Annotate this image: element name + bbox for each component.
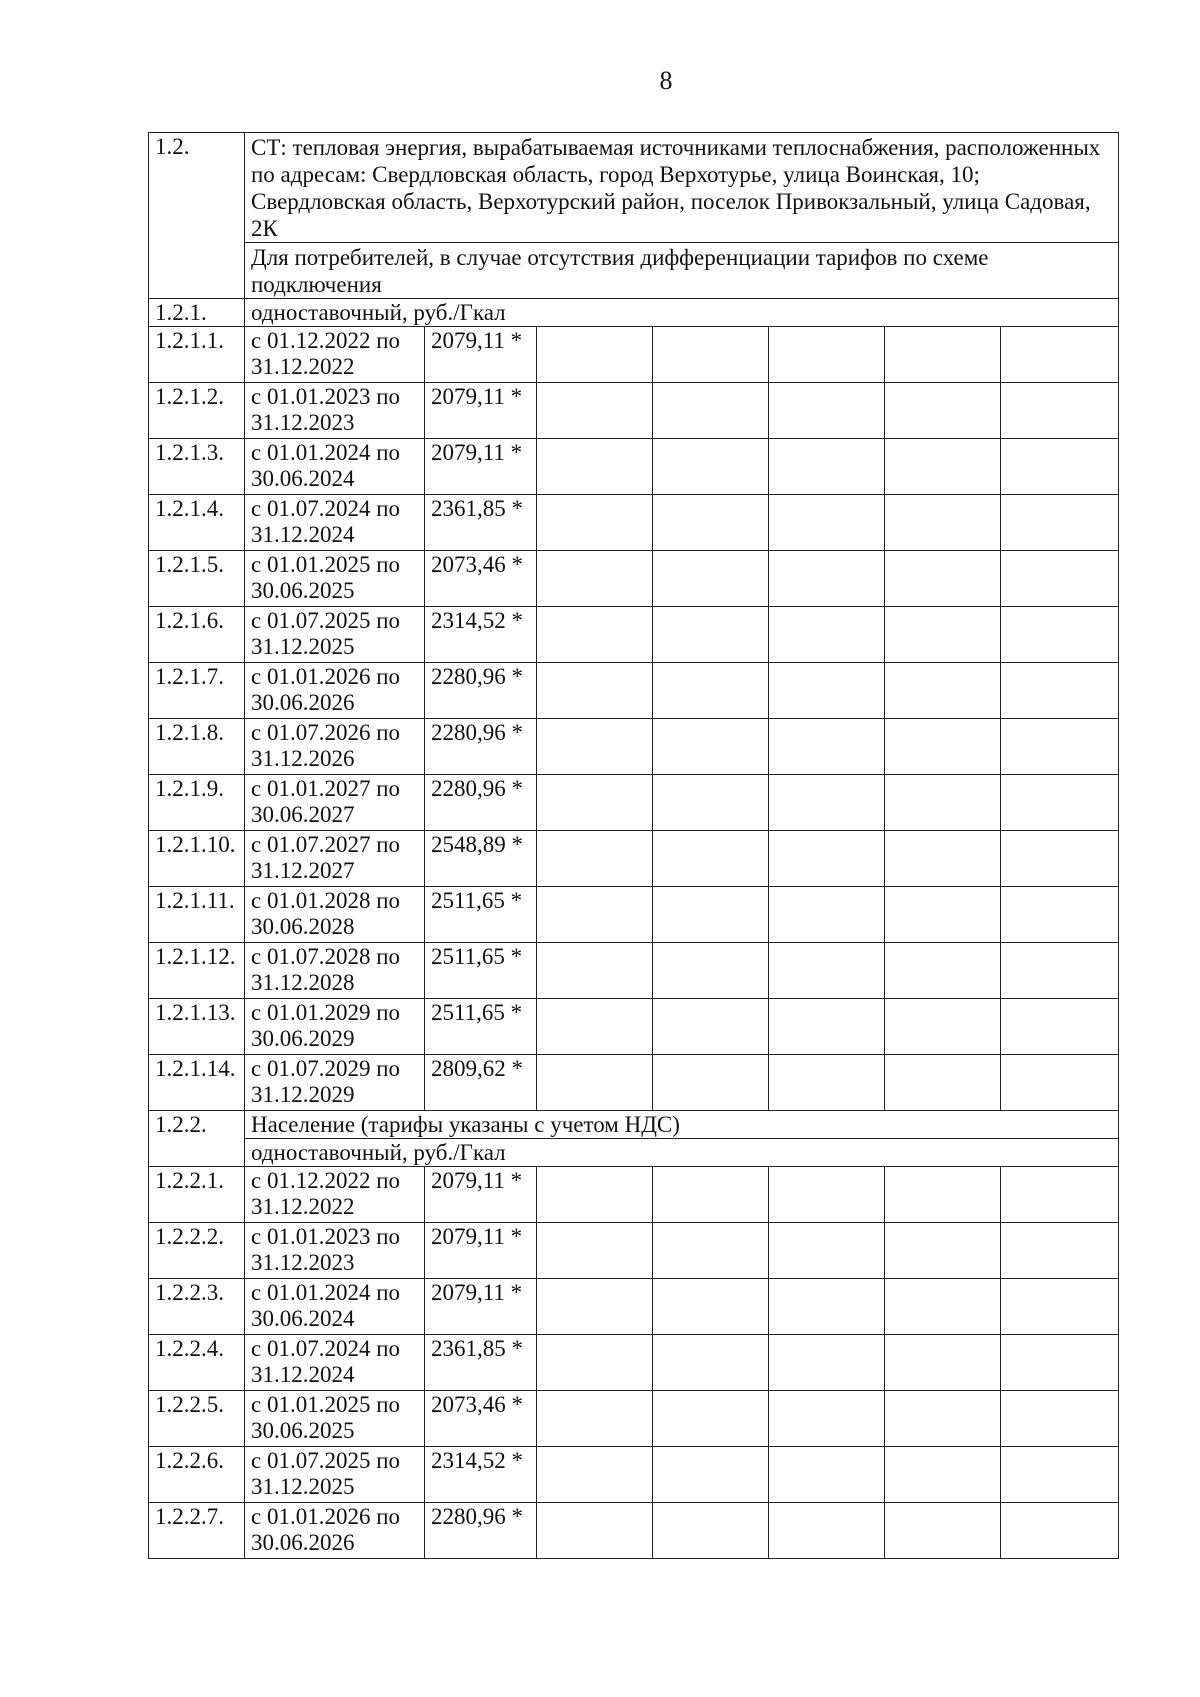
empty-cell bbox=[1001, 1447, 1119, 1503]
empty-cell bbox=[769, 495, 885, 551]
row-value: 2280,96 * bbox=[425, 775, 537, 831]
table-row bbox=[149, 551, 1119, 607]
row-number: 1.2.1.2. bbox=[149, 383, 245, 439]
empty-cell bbox=[537, 831, 653, 887]
row-period: с 01.07.2027 по 31.12.2027 bbox=[245, 831, 425, 887]
empty-cell bbox=[1001, 999, 1119, 1055]
table-row bbox=[149, 943, 1119, 999]
consumers-note: Для потребителей, в случае отсутствия дифференциации тарифов по схеме подключения bbox=[245, 243, 1119, 299]
group-label: одноставочный, руб./Гкал bbox=[245, 1139, 1119, 1167]
empty-cell bbox=[885, 1391, 1001, 1447]
row-number: 1.2.2.4. bbox=[149, 1335, 245, 1391]
empty-cell bbox=[1001, 1391, 1119, 1447]
empty-cell bbox=[1001, 607, 1119, 663]
empty-cell bbox=[769, 999, 885, 1055]
table-row bbox=[149, 719, 1119, 775]
row-period: с 01.01.2026 по 30.06.2026 bbox=[245, 663, 425, 719]
empty-cell bbox=[885, 383, 1001, 439]
empty-cell bbox=[653, 495, 769, 551]
empty-cell bbox=[537, 607, 653, 663]
row-value: 2073,46 * bbox=[425, 551, 537, 607]
table-row bbox=[149, 999, 1119, 1055]
empty-cell bbox=[653, 999, 769, 1055]
row-number: 1.2.1.14. bbox=[149, 1055, 245, 1111]
empty-cell bbox=[1001, 719, 1119, 775]
empty-cell bbox=[1001, 831, 1119, 887]
empty-cell bbox=[885, 1335, 1001, 1391]
empty-cell bbox=[885, 775, 1001, 831]
group-label: одноставочный, руб./Гкал bbox=[245, 299, 1119, 327]
empty-cell bbox=[653, 663, 769, 719]
empty-cell bbox=[1001, 775, 1119, 831]
tariff-table bbox=[148, 132, 1119, 1559]
row-value: 2079,11 * bbox=[425, 1223, 537, 1279]
row-period: с 01.01.2026 по 30.06.2026 bbox=[245, 1503, 425, 1559]
row-value: 2809,62 * bbox=[425, 1055, 537, 1111]
empty-cell bbox=[885, 1279, 1001, 1335]
empty-cell bbox=[653, 943, 769, 999]
empty-cell bbox=[885, 439, 1001, 495]
row-period: с 01.07.2028 по 31.12.2028 bbox=[245, 943, 425, 999]
empty-cell bbox=[653, 831, 769, 887]
empty-cell bbox=[885, 887, 1001, 943]
empty-cell bbox=[885, 607, 1001, 663]
empty-cell bbox=[1001, 495, 1119, 551]
empty-cell bbox=[769, 1447, 885, 1503]
row-number: 1.2.2.6. bbox=[149, 1447, 245, 1503]
empty-cell bbox=[653, 439, 769, 495]
row-value: 2511,65 * bbox=[425, 943, 537, 999]
row-period: с 01.01.2024 по 30.06.2024 bbox=[245, 439, 425, 495]
empty-cell bbox=[653, 1167, 769, 1223]
table-row bbox=[149, 1447, 1119, 1503]
empty-cell bbox=[1001, 887, 1119, 943]
empty-cell bbox=[537, 887, 653, 943]
empty-cell bbox=[653, 1335, 769, 1391]
empty-cell bbox=[769, 1167, 885, 1223]
empty-cell bbox=[1001, 943, 1119, 999]
table-row bbox=[149, 1167, 1119, 1223]
group-label-row bbox=[149, 299, 1119, 327]
empty-cell bbox=[537, 775, 653, 831]
empty-cell bbox=[1001, 1503, 1119, 1559]
empty-cell bbox=[653, 383, 769, 439]
row-period: с 01.07.2025 по 31.12.2025 bbox=[245, 607, 425, 663]
row-period: с 01.07.2025 по 31.12.2025 bbox=[245, 1447, 425, 1503]
row-number: 1.2.1.6. bbox=[149, 607, 245, 663]
group-number: 1.2.2. bbox=[149, 1111, 245, 1167]
row-value: 2361,85 * bbox=[425, 1335, 537, 1391]
empty-cell bbox=[885, 1223, 1001, 1279]
row-value: 2079,11 * bbox=[425, 1279, 537, 1335]
empty-cell bbox=[769, 1279, 885, 1335]
empty-cell bbox=[769, 1503, 885, 1559]
section-title: СТ: тепловая энергия, вырабатываемая источниками теплоснабжения, расположенных по адресам: Свердловская область, город Верхотурье, улица Воинская, 10; Свердловская область, Верхотурский район, поселок Привокзальный, улица Садовая, 2К bbox=[245, 133, 1119, 243]
empty-cell bbox=[769, 383, 885, 439]
empty-cell bbox=[885, 663, 1001, 719]
table-row bbox=[149, 831, 1119, 887]
empty-cell bbox=[537, 1223, 653, 1279]
empty-cell bbox=[885, 1167, 1001, 1223]
empty-cell bbox=[537, 1167, 653, 1223]
table-row bbox=[149, 663, 1119, 719]
empty-cell bbox=[653, 719, 769, 775]
empty-cell bbox=[537, 663, 653, 719]
row-period: с 01.01.2024 по 30.06.2024 bbox=[245, 1279, 425, 1335]
empty-cell bbox=[1001, 551, 1119, 607]
empty-cell bbox=[885, 551, 1001, 607]
table-row bbox=[149, 1223, 1119, 1279]
empty-cell bbox=[653, 775, 769, 831]
empty-cell bbox=[653, 1503, 769, 1559]
empty-cell bbox=[653, 1279, 769, 1335]
empty-cell bbox=[1001, 1335, 1119, 1391]
table-row bbox=[149, 887, 1119, 943]
empty-cell bbox=[537, 943, 653, 999]
row-value: 2548,89 * bbox=[425, 831, 537, 887]
table-row bbox=[149, 439, 1119, 495]
empty-cell bbox=[653, 551, 769, 607]
empty-cell bbox=[885, 831, 1001, 887]
row-number: 1.2.1.1. bbox=[149, 327, 245, 383]
row-number: 1.2.1.13. bbox=[149, 999, 245, 1055]
row-number: 1.2.2.7. bbox=[149, 1503, 245, 1559]
table-row bbox=[149, 495, 1119, 551]
empty-cell bbox=[1001, 1279, 1119, 1335]
table-row bbox=[149, 607, 1119, 663]
row-value: 2314,52 * bbox=[425, 1447, 537, 1503]
empty-cell bbox=[885, 327, 1001, 383]
empty-cell bbox=[1001, 1055, 1119, 1111]
empty-cell bbox=[537, 383, 653, 439]
row-value: 2511,65 * bbox=[425, 999, 537, 1055]
row-value: 2280,96 * bbox=[425, 663, 537, 719]
page-number: 8 bbox=[659, 66, 673, 95]
empty-cell bbox=[537, 719, 653, 775]
empty-cell bbox=[1001, 327, 1119, 383]
row-period: с 01.01.2025 по 30.06.2025 bbox=[245, 551, 425, 607]
row-value: 2280,96 * bbox=[425, 719, 537, 775]
empty-cell bbox=[653, 327, 769, 383]
empty-cell bbox=[1001, 1223, 1119, 1279]
empty-cell bbox=[537, 439, 653, 495]
empty-cell bbox=[885, 1055, 1001, 1111]
table-row bbox=[149, 383, 1119, 439]
empty-cell bbox=[769, 439, 885, 495]
row-value: 2079,11 * bbox=[425, 439, 537, 495]
row-number: 1.2.2.5. bbox=[149, 1391, 245, 1447]
row-value: 2079,11 * bbox=[425, 327, 537, 383]
empty-cell bbox=[885, 495, 1001, 551]
row-number: 1.2.1.8. bbox=[149, 719, 245, 775]
row-number: 1.2.2.3. bbox=[149, 1279, 245, 1335]
empty-cell bbox=[537, 551, 653, 607]
empty-cell bbox=[537, 1391, 653, 1447]
empty-cell bbox=[537, 1279, 653, 1335]
row-value: 2079,11 * bbox=[425, 383, 537, 439]
section-number: 1.2. bbox=[149, 133, 245, 299]
table-row bbox=[149, 1279, 1119, 1335]
row-period: с 01.01.2028 по 30.06.2028 bbox=[245, 887, 425, 943]
empty-cell bbox=[1001, 663, 1119, 719]
empty-cell bbox=[653, 1223, 769, 1279]
empty-cell bbox=[769, 719, 885, 775]
table-row bbox=[149, 1391, 1119, 1447]
row-value: 2079,11 * bbox=[425, 1167, 537, 1223]
group-title-row bbox=[149, 1111, 1119, 1139]
empty-cell bbox=[537, 1055, 653, 1111]
table-row bbox=[149, 1055, 1119, 1111]
row-value: 2361,85 * bbox=[425, 495, 537, 551]
empty-cell bbox=[537, 327, 653, 383]
row-period: с 01.01.2027 по 30.06.2027 bbox=[245, 775, 425, 831]
row-value: 2511,65 * bbox=[425, 887, 537, 943]
empty-cell bbox=[769, 1055, 885, 1111]
row-number: 1.2.1.9. bbox=[149, 775, 245, 831]
empty-cell bbox=[769, 551, 885, 607]
group-label-row bbox=[149, 1139, 1119, 1167]
group-number: 1.2.1. bbox=[149, 299, 245, 327]
empty-cell bbox=[537, 495, 653, 551]
row-period: с 01.07.2024 по 31.12.2024 bbox=[245, 495, 425, 551]
empty-cell bbox=[537, 1335, 653, 1391]
row-number: 1.2.1.4. bbox=[149, 495, 245, 551]
row-period: с 01.12.2022 по 31.12.2022 bbox=[245, 1167, 425, 1223]
empty-cell bbox=[537, 999, 653, 1055]
row-period: с 01.07.2024 по 31.12.2024 bbox=[245, 1335, 425, 1391]
row-number: 1.2.1.5. bbox=[149, 551, 245, 607]
consumers-note-row bbox=[149, 243, 1119, 299]
row-value: 2314,52 * bbox=[425, 607, 537, 663]
row-period: с 01.01.2025 по 30.06.2025 bbox=[245, 1391, 425, 1447]
empty-cell bbox=[769, 1223, 885, 1279]
empty-cell bbox=[1001, 383, 1119, 439]
row-number: 1.2.1.3. bbox=[149, 439, 245, 495]
row-period: с 01.01.2023 по 31.12.2023 bbox=[245, 383, 425, 439]
empty-cell bbox=[885, 943, 1001, 999]
empty-cell bbox=[653, 1447, 769, 1503]
table-row bbox=[149, 775, 1119, 831]
empty-cell bbox=[885, 1447, 1001, 1503]
empty-cell bbox=[769, 327, 885, 383]
row-value: 2280,96 * bbox=[425, 1503, 537, 1559]
empty-cell bbox=[769, 887, 885, 943]
row-period: с 01.07.2029 по 31.12.2029 bbox=[245, 1055, 425, 1111]
row-period: с 01.01.2023 по 31.12.2023 bbox=[245, 1223, 425, 1279]
empty-cell bbox=[653, 1391, 769, 1447]
empty-cell bbox=[653, 607, 769, 663]
empty-cell bbox=[769, 663, 885, 719]
table-row bbox=[149, 1335, 1119, 1391]
row-number: 1.2.1.12. bbox=[149, 943, 245, 999]
row-number: 1.2.1.11. bbox=[149, 887, 245, 943]
empty-cell bbox=[653, 1055, 769, 1111]
table-row bbox=[149, 327, 1119, 383]
section-title-row bbox=[149, 133, 1119, 243]
empty-cell bbox=[653, 887, 769, 943]
empty-cell bbox=[537, 1447, 653, 1503]
empty-cell bbox=[769, 1335, 885, 1391]
row-number: 1.2.2.2. bbox=[149, 1223, 245, 1279]
empty-cell bbox=[1001, 1167, 1119, 1223]
empty-cell bbox=[769, 607, 885, 663]
empty-cell bbox=[769, 831, 885, 887]
row-value: 2073,46 * bbox=[425, 1391, 537, 1447]
row-number: 1.2.1.7. bbox=[149, 663, 245, 719]
group-title: Население (тарифы указаны с учетом НДС) bbox=[245, 1111, 1119, 1139]
empty-cell bbox=[1001, 439, 1119, 495]
empty-cell bbox=[537, 1503, 653, 1559]
row-number: 1.2.2.1. bbox=[149, 1167, 245, 1223]
table-row bbox=[149, 1503, 1119, 1559]
empty-cell bbox=[769, 1391, 885, 1447]
empty-cell bbox=[885, 999, 1001, 1055]
row-period: с 01.01.2029 по 30.06.2029 bbox=[245, 999, 425, 1055]
empty-cell bbox=[885, 719, 1001, 775]
empty-cell bbox=[769, 943, 885, 999]
empty-cell bbox=[885, 1503, 1001, 1559]
row-period: с 01.07.2026 по 31.12.2026 bbox=[245, 719, 425, 775]
empty-cell bbox=[769, 775, 885, 831]
row-period: с 01.12.2022 по 31.12.2022 bbox=[245, 327, 425, 383]
row-number: 1.2.1.10. bbox=[149, 831, 245, 887]
